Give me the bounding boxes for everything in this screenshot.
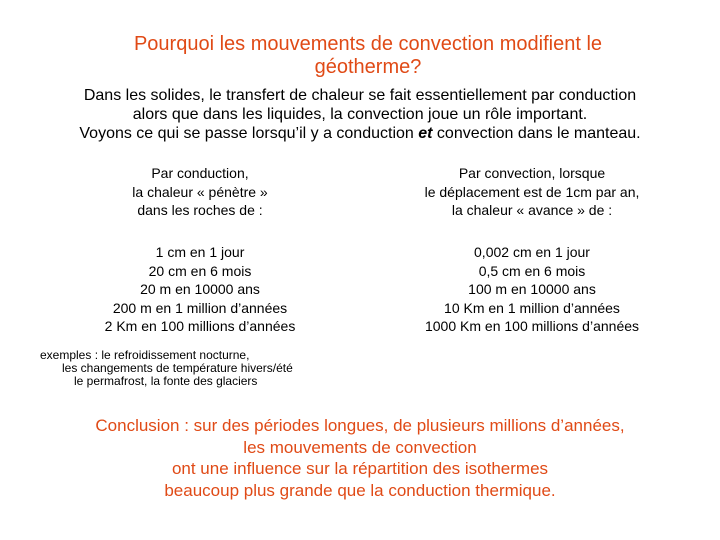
convection-heading-line: la chaleur « avance » de :: [451, 202, 613, 218]
conduction-value: 20 cm en 6 mois: [148, 262, 252, 279]
page-title: [0, 33, 720, 79]
conduction-heading-line: la chaleur « pénètre »: [132, 183, 268, 200]
convection-value: 1000 Km en 100 millions d’années: [424, 318, 640, 334]
intro-emphasis: et: [418, 125, 433, 142]
conclusion-line: Conclusion : sur des périodes longues, de plusieurs millions d’années,: [95, 416, 625, 435]
intro-paragraph: [0, 86, 720, 143]
example-line: exemples : le refroidissement nocturne,: [40, 348, 250, 362]
convection-value: 10 Km en 1 million d’années: [444, 299, 620, 316]
conduction-value: 20 m en 10000 ans: [140, 281, 260, 297]
conduction-values: [40, 243, 360, 336]
conduction-heading-line: Par conduction,: [151, 165, 249, 181]
example-line: le permafrost, la fonte des glaciers: [74, 374, 258, 388]
intro-text: convection dans le manteau.: [432, 125, 641, 142]
conduction-value: 200 m en 1 million d’années: [112, 299, 288, 316]
example-line: les changements de température hivers/été: [62, 361, 293, 375]
conclusion-line: beaucoup plus grande que la conduction thermique.: [164, 480, 556, 500]
conduction-heading-line: dans les roches de :: [137, 202, 263, 218]
convection-value: 0,5 cm en 6 mois: [478, 262, 586, 279]
examples-note: [40, 349, 340, 388]
convection-value: 100 m en 10000 ans: [468, 281, 596, 297]
intro-line: alors que dans les liquides, la convection joue un rôle important.: [132, 106, 588, 123]
title-line: Pourquoi les mouvements de convection modifient le: [133, 33, 603, 55]
conclusion-line: les mouvements de convection: [243, 437, 477, 457]
convection-heading-line: le déplacement est de 1cm par an,: [424, 183, 640, 200]
conduction-value: 2 Km en 100 millions d’années: [104, 318, 296, 334]
conclusion: [0, 415, 720, 501]
convection-values: [372, 243, 692, 336]
convection-heading: [372, 164, 692, 220]
conduction-heading: [40, 164, 360, 220]
intro-line: [0, 124, 720, 143]
conclusion-line: ont une influence sur la répartition des isothermes: [171, 459, 549, 478]
intro-text: Voyons ce qui se passe lorsqu’il y a conduction: [79, 125, 419, 142]
convection-heading-line: Par convection, lorsque: [458, 165, 606, 181]
title-line: géotherme?: [314, 56, 422, 78]
convection-value: 0,002 cm en 1 jour: [474, 244, 590, 260]
conduction-value: 1 cm en 1 jour: [155, 244, 245, 260]
intro-line: Dans les solides, le transfert de chaleur se fait essentiellement par conduction: [83, 87, 637, 104]
